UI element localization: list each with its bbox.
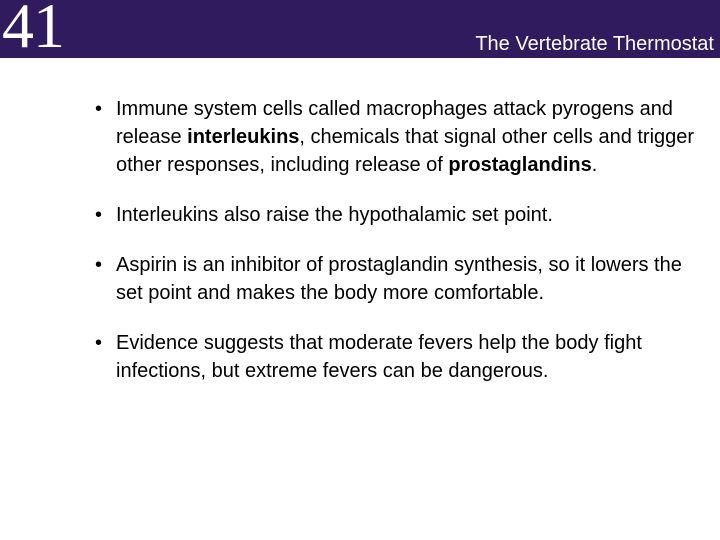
bold-term: interleukins: [187, 126, 300, 148]
bold-term: prostaglandins: [448, 154, 592, 176]
bullet-dot-icon: •: [95, 98, 103, 120]
bullet-item: [95, 201, 695, 229]
bullet-text: Immune system cells called macrophages attack pyrogens and release interleukins, chemicals that signal other cells and trigger other responses, including release of prostaglandins.: [116, 98, 695, 176]
bullet-text: Aspirin is an inhibitor of prostaglandin synthesis, so it lowers the set point and makes the body more comfortable.: [116, 254, 682, 304]
bullet-list: [95, 95, 695, 407]
bullet-text: Evidence suggests that moderate fevers help the body fight infections, but extreme fevers can be dangerous.: [116, 332, 642, 382]
bullet-item: [95, 251, 695, 307]
bullet-dot-icon: •: [95, 254, 103, 276]
slide-header: [0, 0, 720, 61]
slide-title: The Vertebrate Thermostat: [475, 33, 714, 55]
bullet-text: Interleukins also raise the hypothalamic set point.: [116, 204, 553, 226]
bullet-item: [95, 95, 695, 179]
bullet-item: [95, 329, 695, 385]
bullet-dot-icon: •: [95, 332, 103, 354]
chapter-number: 41: [2, 0, 64, 61]
bullet-dot-icon: •: [95, 204, 103, 226]
